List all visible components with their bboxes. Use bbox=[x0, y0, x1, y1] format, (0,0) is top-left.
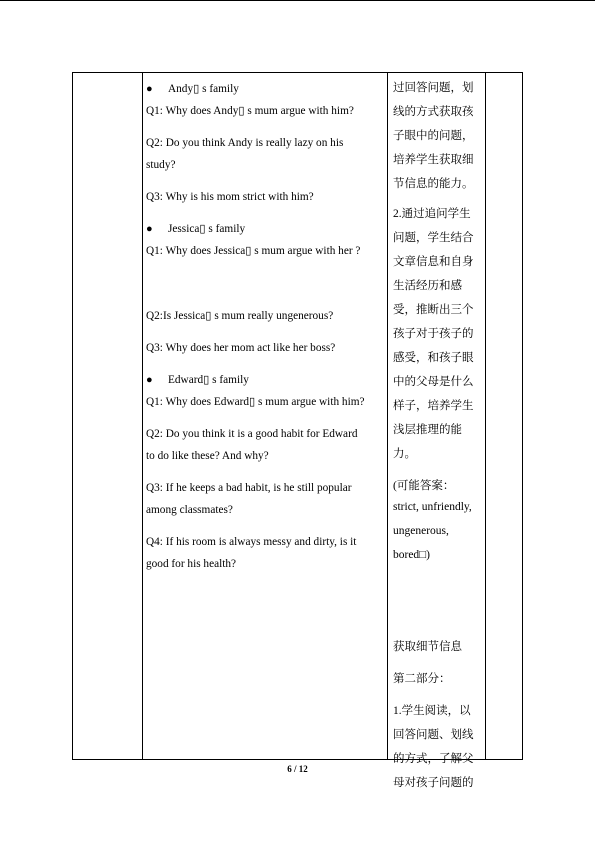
edward-question-2-line-1: Q2: Do you think it is a good habit for Edward bbox=[146, 428, 358, 440]
andy-question-3: Q3: Why is his mom strict with him? bbox=[146, 191, 314, 203]
purpose-line: 过回答问题，划 bbox=[393, 82, 474, 94]
edward-question-2-line-2: to do like these? And why? bbox=[146, 450, 269, 462]
purpose-line: (可能答案： bbox=[393, 480, 455, 492]
purpose-line: 第二部分： bbox=[393, 673, 451, 685]
bullet-icon: ● bbox=[146, 374, 153, 386]
bullet-icon: ● bbox=[146, 223, 153, 235]
purpose-line: 感受，和孩子眼 bbox=[393, 352, 474, 364]
purpose-line: strict, unfriendly, bbox=[393, 501, 472, 513]
andy-family-heading: Andy▯ s family bbox=[168, 83, 239, 95]
jessica-question-3: Q3: Why does her mom act like her boss? bbox=[146, 342, 336, 354]
edward-question-4-line-2: good for his health? bbox=[146, 558, 237, 570]
questions-column bbox=[142, 73, 387, 759]
jessica-family-heading: Jessica▯ s family bbox=[168, 223, 246, 235]
purpose-line: 中的父母是什么 bbox=[393, 376, 474, 388]
jessica-question-2: Q2:Is Jessica▯ s mum really ungenerous? bbox=[146, 310, 334, 322]
jessica-question-1: Q1: Why does Jessica▯ s mum argue with her ? bbox=[146, 245, 361, 257]
table-border-right bbox=[522, 73, 523, 759]
purpose-line: 生活经历和感 bbox=[393, 280, 462, 292]
purpose-line: 力。 bbox=[393, 448, 416, 460]
purpose-line: 样子，培养学生 bbox=[393, 400, 474, 412]
edward-question-3-line-1: Q3: If he keeps a bad habit, is he still popular bbox=[146, 482, 352, 494]
purpose-line: 问题，学生结合 bbox=[393, 232, 474, 244]
table-border-left bbox=[72, 73, 73, 759]
teaching-purpose-column bbox=[393, 73, 479, 789]
andy-question-2-line-2: study? bbox=[146, 159, 176, 171]
table-column-divider-2 bbox=[387, 73, 388, 759]
table-column-divider-3 bbox=[485, 73, 486, 759]
purpose-line: 文章信息和自身 bbox=[393, 256, 474, 268]
purpose-line: 子眼中的问题， bbox=[393, 130, 474, 142]
purpose-line: 培养学生获取细 bbox=[393, 154, 474, 166]
edward-question-4-line-1: Q4: If his room is always messy and dirty, is it bbox=[146, 536, 357, 548]
page-number: 6 / 12 bbox=[287, 764, 308, 774]
edward-question-3-line-2: among classmates? bbox=[146, 504, 233, 516]
edward-question-1: Q1: Why does Edward▯ s mum argue with him? bbox=[146, 396, 365, 408]
andy-question-1: Q1: Why does Andy▯ s mum argue with him? bbox=[146, 105, 354, 117]
purpose-line: bored□) bbox=[393, 549, 430, 561]
page-top-rule bbox=[0, 0, 595, 1]
purpose-line: 节信息的能力。 bbox=[393, 178, 474, 190]
edward-family-heading: Edward▯ s family bbox=[168, 374, 249, 386]
purpose-line: 孩子对于孩子的 bbox=[393, 328, 474, 340]
purpose-line: 浅层推理的能 bbox=[393, 424, 462, 436]
purpose-line: 线的方式获取孩 bbox=[393, 106, 474, 118]
purpose-line: 的方式，了解父 bbox=[393, 753, 474, 765]
purpose-line: 母对孩子问题的 bbox=[393, 777, 474, 789]
purpose-line: 获取细节信息 bbox=[393, 641, 462, 653]
bullet-icon: ● bbox=[146, 83, 153, 95]
andy-question-2-line-1: Q2: Do you think Andy is really lazy on his bbox=[146, 137, 344, 149]
purpose-line: 受，推断出三个 bbox=[393, 304, 474, 316]
purpose-line: 1.学生阅读，以 bbox=[393, 705, 471, 717]
purpose-line: 回答问题、划线 bbox=[393, 729, 474, 741]
purpose-line: 2.通过追问学生 bbox=[393, 208, 471, 220]
purpose-line: ungenerous, bbox=[393, 525, 449, 537]
